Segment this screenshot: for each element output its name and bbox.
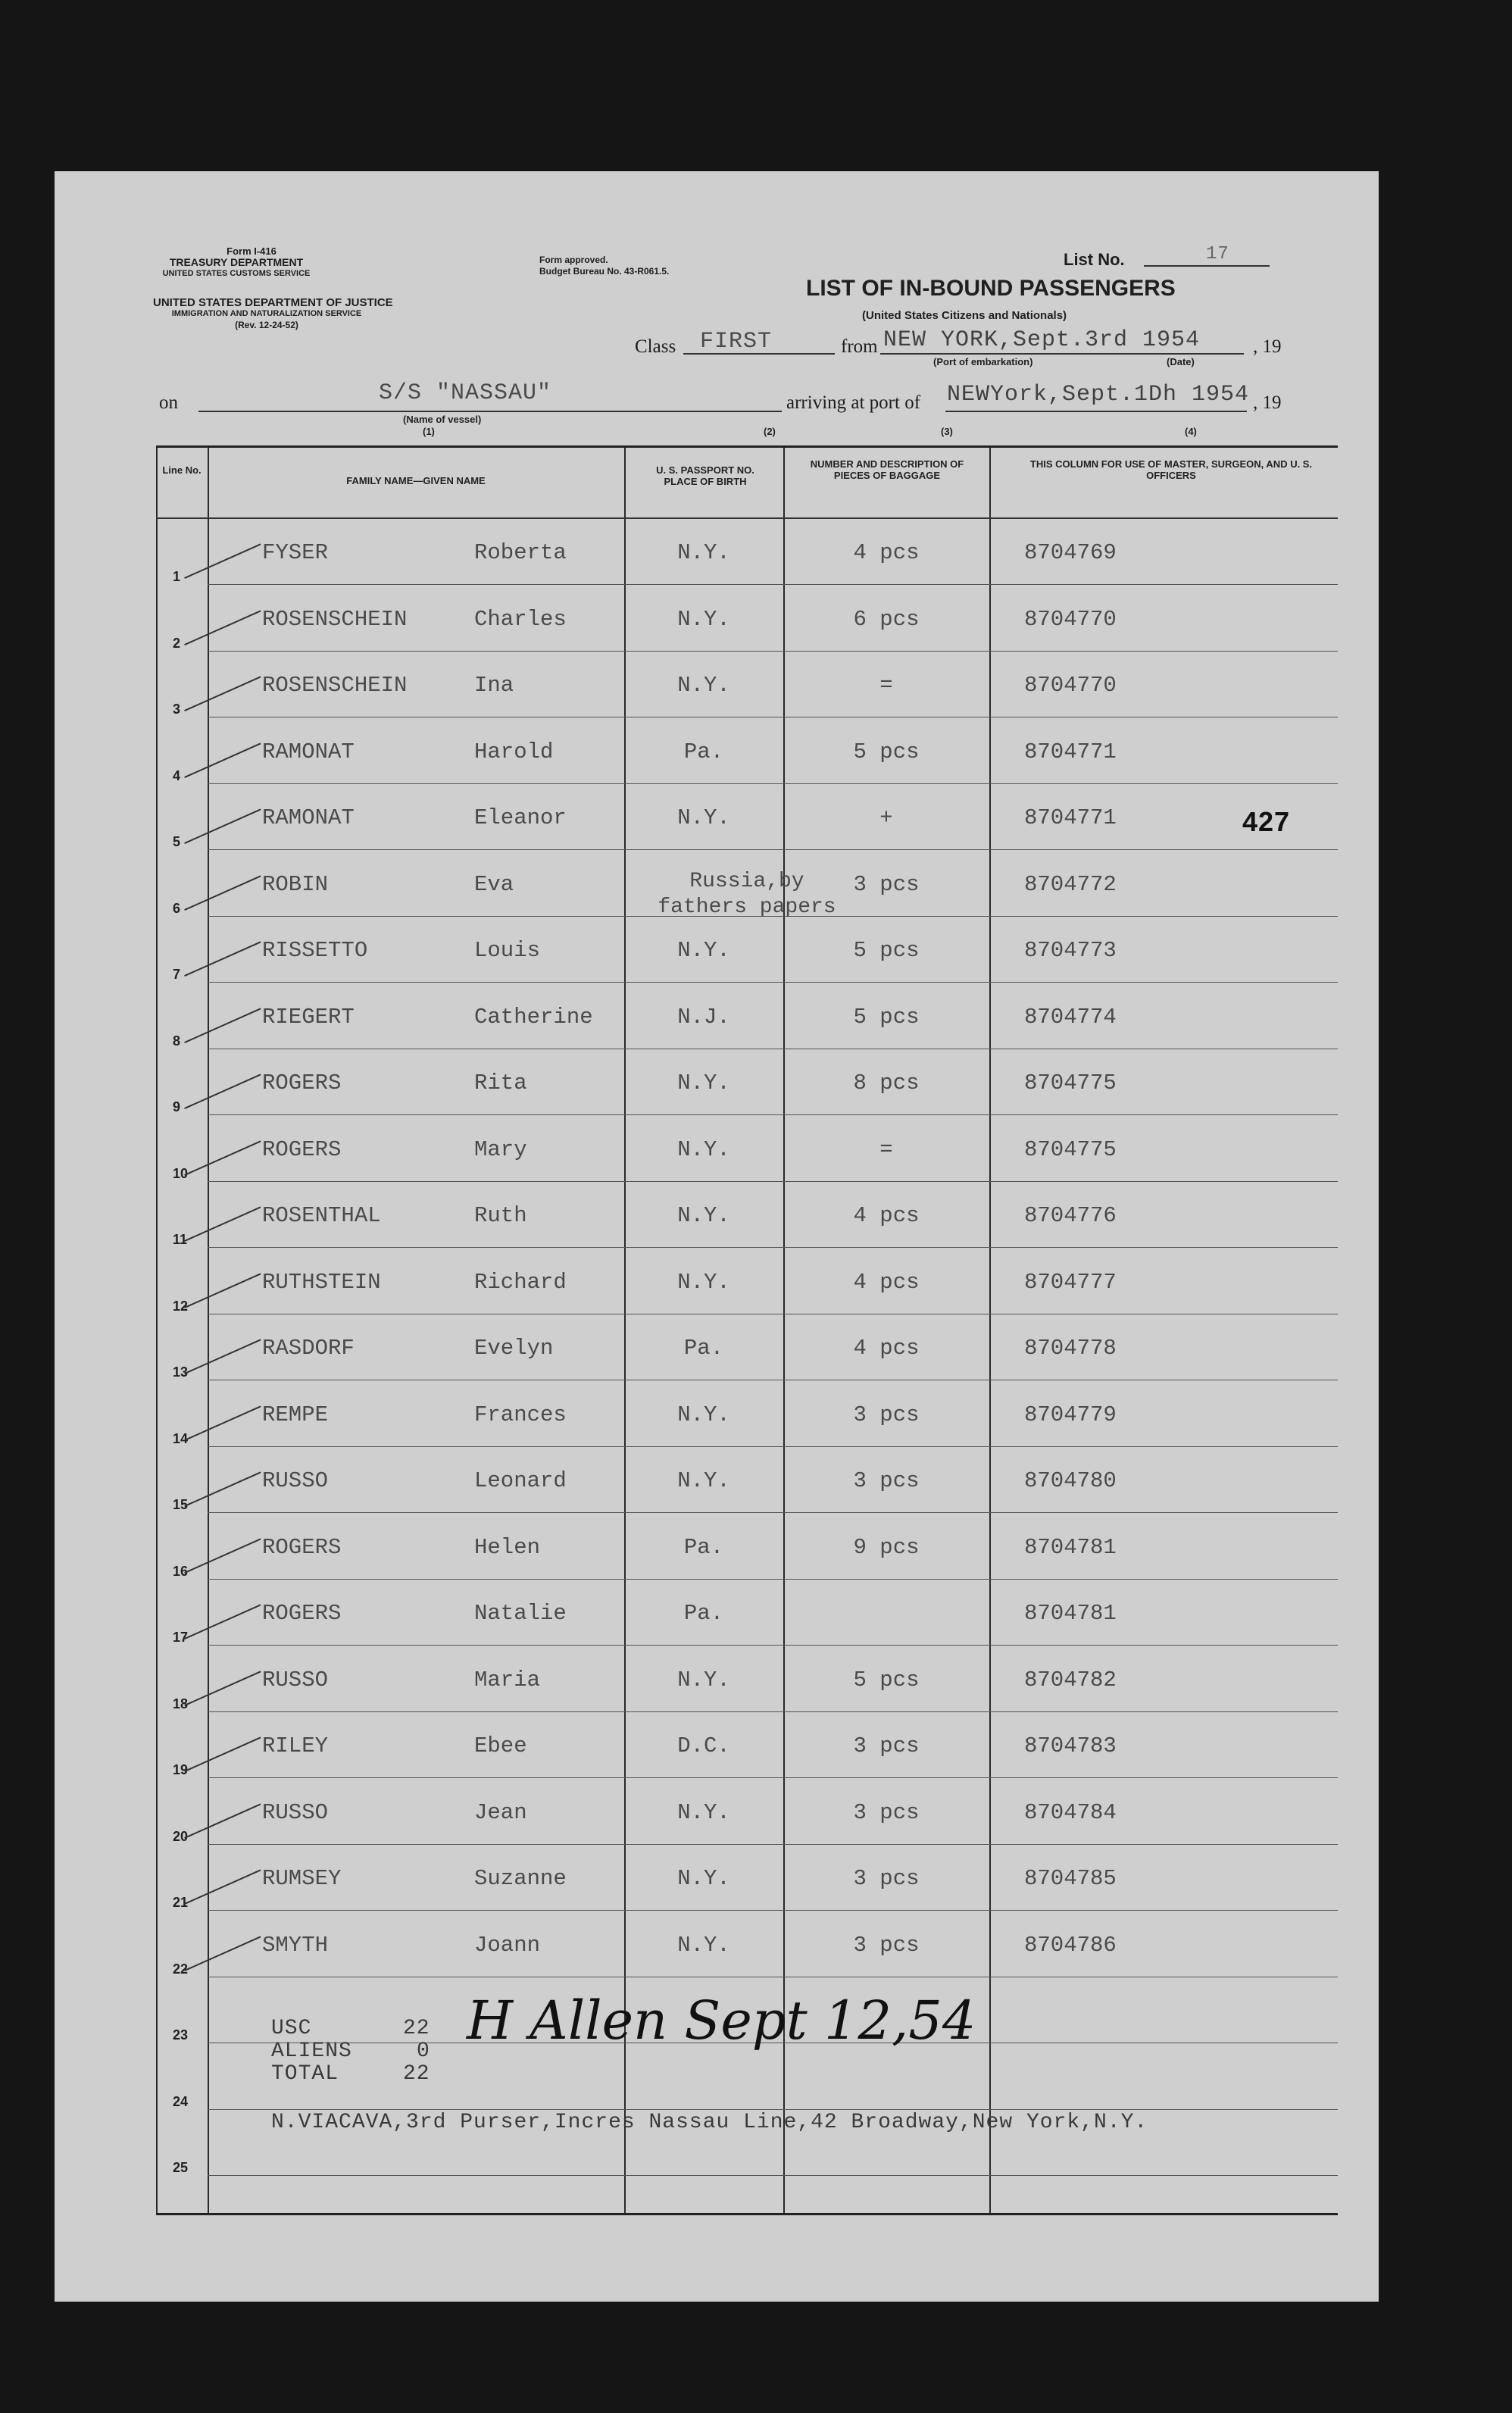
approval-block <box>539 255 669 277</box>
handwritten-signature: H Allen Sept 12,54 <box>467 1989 976 2052</box>
officer-number: 8704770 <box>1024 606 1117 632</box>
year-label-1: , 19 <box>1253 336 1282 357</box>
justice-dept: UNITED STATES DEPARTMENT OF JUSTICE <box>153 296 393 309</box>
place-of-birth: Pa. <box>683 1336 724 1361</box>
annotation-427: 427 <box>1242 806 1291 837</box>
given-name: Eva <box>474 871 514 897</box>
given-name: Natalie <box>474 1601 567 1626</box>
purser-line: N.VIACAVA,3rd Purser,Incres Nassau Line,42 Broadway,New York,N.Y. <box>271 2111 1148 2134</box>
family-name: RUTHSTEIN <box>262 1269 381 1295</box>
given-name: Evelyn <box>474 1336 554 1361</box>
family-name: RUSSO <box>262 1799 329 1825</box>
check-mark <box>184 1206 261 1242</box>
table-row <box>156 917 1338 983</box>
place-of-birth: N.Y. <box>677 1136 730 1162</box>
given-name: Harold <box>474 739 554 764</box>
given-name: Maria <box>474 1667 541 1693</box>
officer-number: 8704769 <box>1024 540 1117 565</box>
place-of-birth: N.Y. <box>677 805 730 830</box>
given-name: Rita <box>474 1071 527 1096</box>
birth-robin <box>648 869 845 921</box>
officer-number: 8704772 <box>1024 871 1117 897</box>
family-name: ROGERS <box>262 1071 342 1096</box>
place-of-birth: N.Y. <box>677 1866 730 1891</box>
family-name: ROBIN <box>262 871 329 897</box>
baggage: = <box>879 673 893 698</box>
place-of-birth: N.Y. <box>677 1468 730 1493</box>
given-name: Jean <box>474 1799 527 1825</box>
table-row <box>156 1182 1338 1248</box>
line-number: 25 <box>173 2160 189 2175</box>
place-of-birth: N.Y. <box>677 1799 730 1825</box>
date-note: (Date) <box>1167 356 1195 367</box>
given-name: Ebee <box>474 1733 527 1758</box>
check-mark <box>184 543 261 579</box>
place-of-birth: N.Y. <box>677 1203 730 1228</box>
place-of-birth: Pa. <box>683 1601 724 1626</box>
officer-number: 8704785 <box>1024 1866 1117 1891</box>
check-mark <box>184 1339 261 1374</box>
treasury-dept: TREASURY DEPARTMENT <box>169 256 304 268</box>
family-name: RIEGERT <box>262 1004 355 1030</box>
table-row <box>156 1381 1338 1447</box>
baggage: 3 pcs <box>853 1402 920 1427</box>
place-of-birth: N.Y. <box>677 1932 730 1958</box>
line-number: 13 <box>173 1364 189 1380</box>
place-of-birth: D.C. <box>677 1733 730 1758</box>
header-passport: U. S. PASSPORT NO. PLACE OF BIRTH <box>656 464 754 487</box>
officer-number: 8704775 <box>1024 1136 1117 1162</box>
check-mark <box>184 1008 261 1043</box>
line-number: 24 <box>173 2093 189 2109</box>
table-row <box>156 1116 1338 1182</box>
family-name: FYSER <box>262 540 329 565</box>
check-mark <box>184 1538 261 1574</box>
baggage: 3 pcs <box>853 1866 920 1891</box>
officer-number: 8704781 <box>1024 1601 1117 1626</box>
arriving-label: arriving at port of <box>786 392 921 413</box>
list-no-value: 17 <box>1206 244 1229 264</box>
given-name: Mary <box>474 1136 527 1162</box>
baggage: = <box>879 1136 893 1162</box>
check-mark <box>184 1273 261 1308</box>
header-line-no: Line No. <box>162 464 201 476</box>
year-label-2: , 19 <box>1253 392 1282 413</box>
row-rule <box>208 2175 1338 2176</box>
line-number: 3 <box>173 702 181 717</box>
check-mark <box>184 676 261 711</box>
vessel-note: (Name of vessel) <box>403 414 482 425</box>
line-number: 1 <box>173 569 181 584</box>
family-name: RASDORF <box>262 1336 355 1361</box>
arrival-value: NEWYork,Sept.1Dh 1954 <box>947 382 1250 408</box>
line-number: 22 <box>173 1961 189 1977</box>
officer-number: 8704780 <box>1024 1468 1117 1493</box>
officer-number: 8704775 <box>1024 1071 1117 1096</box>
baggage: 8 pcs <box>853 1071 920 1096</box>
place-of-birth: N.Y. <box>677 938 730 963</box>
form-number: Form I-416 <box>226 245 276 257</box>
table-row <box>156 1249 1338 1314</box>
list-no-underline <box>1144 265 1270 267</box>
line-number: 8 <box>173 1033 181 1049</box>
given-name: Suzanne <box>474 1866 567 1891</box>
officer-number: 8704771 <box>1024 739 1117 764</box>
document-title: LIST OF IN-BOUND PASSENGERS <box>806 276 1176 301</box>
list-no-label: List No. <box>1064 250 1125 269</box>
family-name: RAMONAT <box>262 805 355 830</box>
check-mark <box>184 1471 261 1507</box>
table-row <box>156 652 1338 717</box>
line-number: 9 <box>173 1099 181 1114</box>
place-of-birth: Pa. <box>683 739 724 764</box>
given-name: Roberta <box>474 540 567 565</box>
given-name: Catherine <box>474 1004 593 1030</box>
given-name: Leonard <box>474 1468 567 1493</box>
given-name: Ina <box>474 673 514 698</box>
officer-number: 8704779 <box>1024 1402 1117 1427</box>
passenger-table <box>156 445 1338 2215</box>
baggage: 3 pcs <box>853 871 920 897</box>
aliens-value: 0 <box>417 2039 430 2063</box>
officer-number: 8704784 <box>1024 1799 1117 1825</box>
header-officers: THIS COLUMN FOR USE OF MASTER, SURGEON, AND U. S. OFFICERS <box>1029 458 1313 481</box>
line-number: 4 <box>173 767 181 783</box>
family-name: ROSENTHAL <box>262 1203 381 1228</box>
line-number: 17 <box>173 1630 189 1645</box>
check-mark <box>184 1140 261 1176</box>
manifest-page <box>55 171 1379 2302</box>
document-subtitle: (United States Citizens and Nationals) <box>862 309 1067 322</box>
col-num-2: (2) <box>764 426 776 437</box>
baggage: 6 pcs <box>853 606 920 632</box>
officer-number: 8704776 <box>1024 1203 1117 1228</box>
baggage: 4 pcs <box>853 1203 920 1228</box>
place-of-birth: N.Y. <box>677 1402 730 1427</box>
baggage: 4 pcs <box>853 1336 920 1361</box>
class-value: FIRST <box>700 329 773 355</box>
baggage: 3 pcs <box>853 1799 920 1825</box>
officer-number: 8704777 <box>1024 1269 1117 1295</box>
vessel-underline <box>198 411 782 412</box>
officer-number: 8704770 <box>1024 673 1117 698</box>
baggage: + <box>879 805 893 830</box>
line-number: 19 <box>173 1762 189 1777</box>
line-number: 23 <box>173 2027 189 2043</box>
family-name: ROGERS <box>262 1601 342 1626</box>
baggage: 3 pcs <box>853 1468 920 1493</box>
table-row <box>156 983 1338 1049</box>
usc-value: 22 <box>403 2017 430 2040</box>
header-name: FAMILY NAME—GIVEN NAME <box>346 475 486 486</box>
family-name: SMYTH <box>262 1932 329 1958</box>
class-label: Class <box>635 336 676 357</box>
form-agency-block <box>153 245 320 280</box>
family-name: RUSSO <box>262 1667 329 1693</box>
on-label: on <box>159 392 178 413</box>
check-mark <box>184 1803 261 1839</box>
place-of-birth: N.Y. <box>677 673 730 698</box>
arrival-underline <box>945 411 1247 412</box>
check-mark <box>184 1604 261 1639</box>
total-value: 22 <box>403 2062 430 2086</box>
header-baggage: NUMBER AND DESCRIPTION OF PIECES OF BAGGAGE <box>810 458 964 481</box>
check-mark <box>184 1074 261 1109</box>
family-name: RUMSEY <box>262 1866 342 1891</box>
line-number: 12 <box>173 1298 189 1314</box>
family-name: RAMONAT <box>262 739 355 764</box>
table-row <box>156 1580 1338 1646</box>
table-row <box>156 1049 1338 1115</box>
table-row <box>156 586 1338 652</box>
officer-number: 8704783 <box>1024 1733 1117 1758</box>
line-number: 20 <box>173 1828 189 1844</box>
family-name: RUSSO <box>262 1468 329 1493</box>
family-name: ROGERS <box>262 1534 342 1560</box>
form-approved: Form approved. <box>539 255 608 265</box>
table-row <box>156 718 1338 784</box>
family-name: REMPE <box>262 1402 329 1427</box>
birth-robin-line1: Russia,by <box>689 870 804 893</box>
line-number: 10 <box>173 1165 189 1181</box>
class-underline <box>683 353 835 355</box>
check-mark <box>184 941 261 977</box>
table-row <box>156 1911 1338 1977</box>
baggage: 5 pcs <box>853 1004 920 1030</box>
table-row <box>156 1314 1338 1380</box>
customs-service: UNITED STATES CUSTOMS SERVICE <box>162 269 311 278</box>
officer-number: 8704778 <box>1024 1336 1117 1361</box>
port-embark-note: (Port of embarkation) <box>933 356 1033 367</box>
justice-block <box>153 296 393 331</box>
revision-date: (Rev. 12-24-52) <box>235 320 298 330</box>
given-name: Louis <box>474 938 541 963</box>
check-mark <box>184 808 261 844</box>
given-name: Charles <box>474 606 567 632</box>
given-name: Joann <box>474 1932 541 1958</box>
place-of-birth: N.J. <box>677 1004 730 1030</box>
from-label: from <box>841 336 878 357</box>
line-number: 11 <box>173 1232 188 1247</box>
family-name: RILEY <box>262 1733 329 1758</box>
given-name: Eleanor <box>474 805 567 830</box>
col-num-4: (4) <box>1185 426 1197 437</box>
table-row <box>156 1646 1338 1712</box>
given-name: Helen <box>474 1534 541 1560</box>
family-name: RISSETTO <box>262 938 368 963</box>
given-name: Richard <box>474 1269 567 1295</box>
check-mark <box>184 875 261 911</box>
table-row <box>156 1447 1338 1513</box>
embarkation-value: NEW YORK,Sept.3rd 1954 <box>883 327 1201 353</box>
place-of-birth: N.Y. <box>677 1071 730 1096</box>
total-label: TOTAL <box>271 2062 339 2086</box>
usc-label: USC <box>271 2017 312 2040</box>
col-num-3: (3) <box>941 426 953 437</box>
budget-bureau: Budget Bureau No. 43-R061.5. <box>539 266 670 277</box>
officer-number: 8704771 <box>1024 805 1117 830</box>
given-name: Frances <box>474 1402 567 1427</box>
line-number: 6 <box>173 900 181 916</box>
vessel-col-num: (1) <box>423 426 435 437</box>
line-number: 7 <box>173 967 181 982</box>
baggage: 3 pcs <box>853 1932 920 1958</box>
ins-label: IMMIGRATION AND NATURALIZATION SERVICE <box>171 309 362 318</box>
baggage: 4 pcs <box>853 1269 920 1295</box>
baggage: 4 pcs <box>853 540 920 565</box>
officer-number: 8704782 <box>1024 1667 1117 1693</box>
table-row <box>156 1845 1338 1911</box>
check-mark <box>184 1936 261 1971</box>
table-row <box>156 1779 1338 1845</box>
check-mark <box>184 1869 261 1905</box>
officer-number: 8704774 <box>1024 1004 1117 1030</box>
check-mark <box>184 610 261 645</box>
place-of-birth: Pa. <box>683 1534 724 1560</box>
aliens-label: ALIENS <box>271 2039 352 2063</box>
family-name: ROSENSCHEIN <box>262 606 408 632</box>
from-underline <box>880 353 1244 355</box>
vessel-name: S/S "NASSAU" <box>379 380 552 406</box>
place-of-birth: N.Y. <box>677 1269 730 1295</box>
line-number: 21 <box>173 1895 189 1910</box>
baggage: 5 pcs <box>853 1667 920 1693</box>
place-of-birth: N.Y. <box>677 606 730 632</box>
line-number: 18 <box>173 1696 189 1711</box>
line-number: 16 <box>173 1563 189 1579</box>
table-row <box>156 1712 1338 1778</box>
officer-number: 8704773 <box>1024 938 1117 963</box>
family-name: ROSENSCHEIN <box>262 673 408 698</box>
line-number: 5 <box>173 834 181 849</box>
check-mark <box>184 1736 261 1772</box>
baggage: 5 pcs <box>853 938 920 963</box>
check-mark <box>184 742 261 778</box>
place-of-birth: N.Y. <box>677 1667 730 1693</box>
officer-number: 8704781 <box>1024 1534 1117 1560</box>
table-row <box>156 784 1338 850</box>
place-of-birth: N.Y. <box>677 540 730 565</box>
table-row <box>156 519 1338 585</box>
baggage: 3 pcs <box>853 1733 920 1758</box>
table-row <box>156 1514 1338 1580</box>
line-number: 15 <box>173 1497 189 1512</box>
line-number: 14 <box>173 1430 189 1446</box>
given-name: Ruth <box>474 1203 527 1228</box>
line-number: 2 <box>173 635 181 651</box>
check-mark <box>184 1405 261 1441</box>
birth-robin-line2: fathers papers <box>658 895 836 919</box>
officer-number: 8704786 <box>1024 1932 1117 1958</box>
baggage: 9 pcs <box>853 1534 920 1560</box>
check-mark <box>184 1671 261 1706</box>
family-name: ROGERS <box>262 1136 342 1162</box>
baggage: 5 pcs <box>853 739 920 764</box>
